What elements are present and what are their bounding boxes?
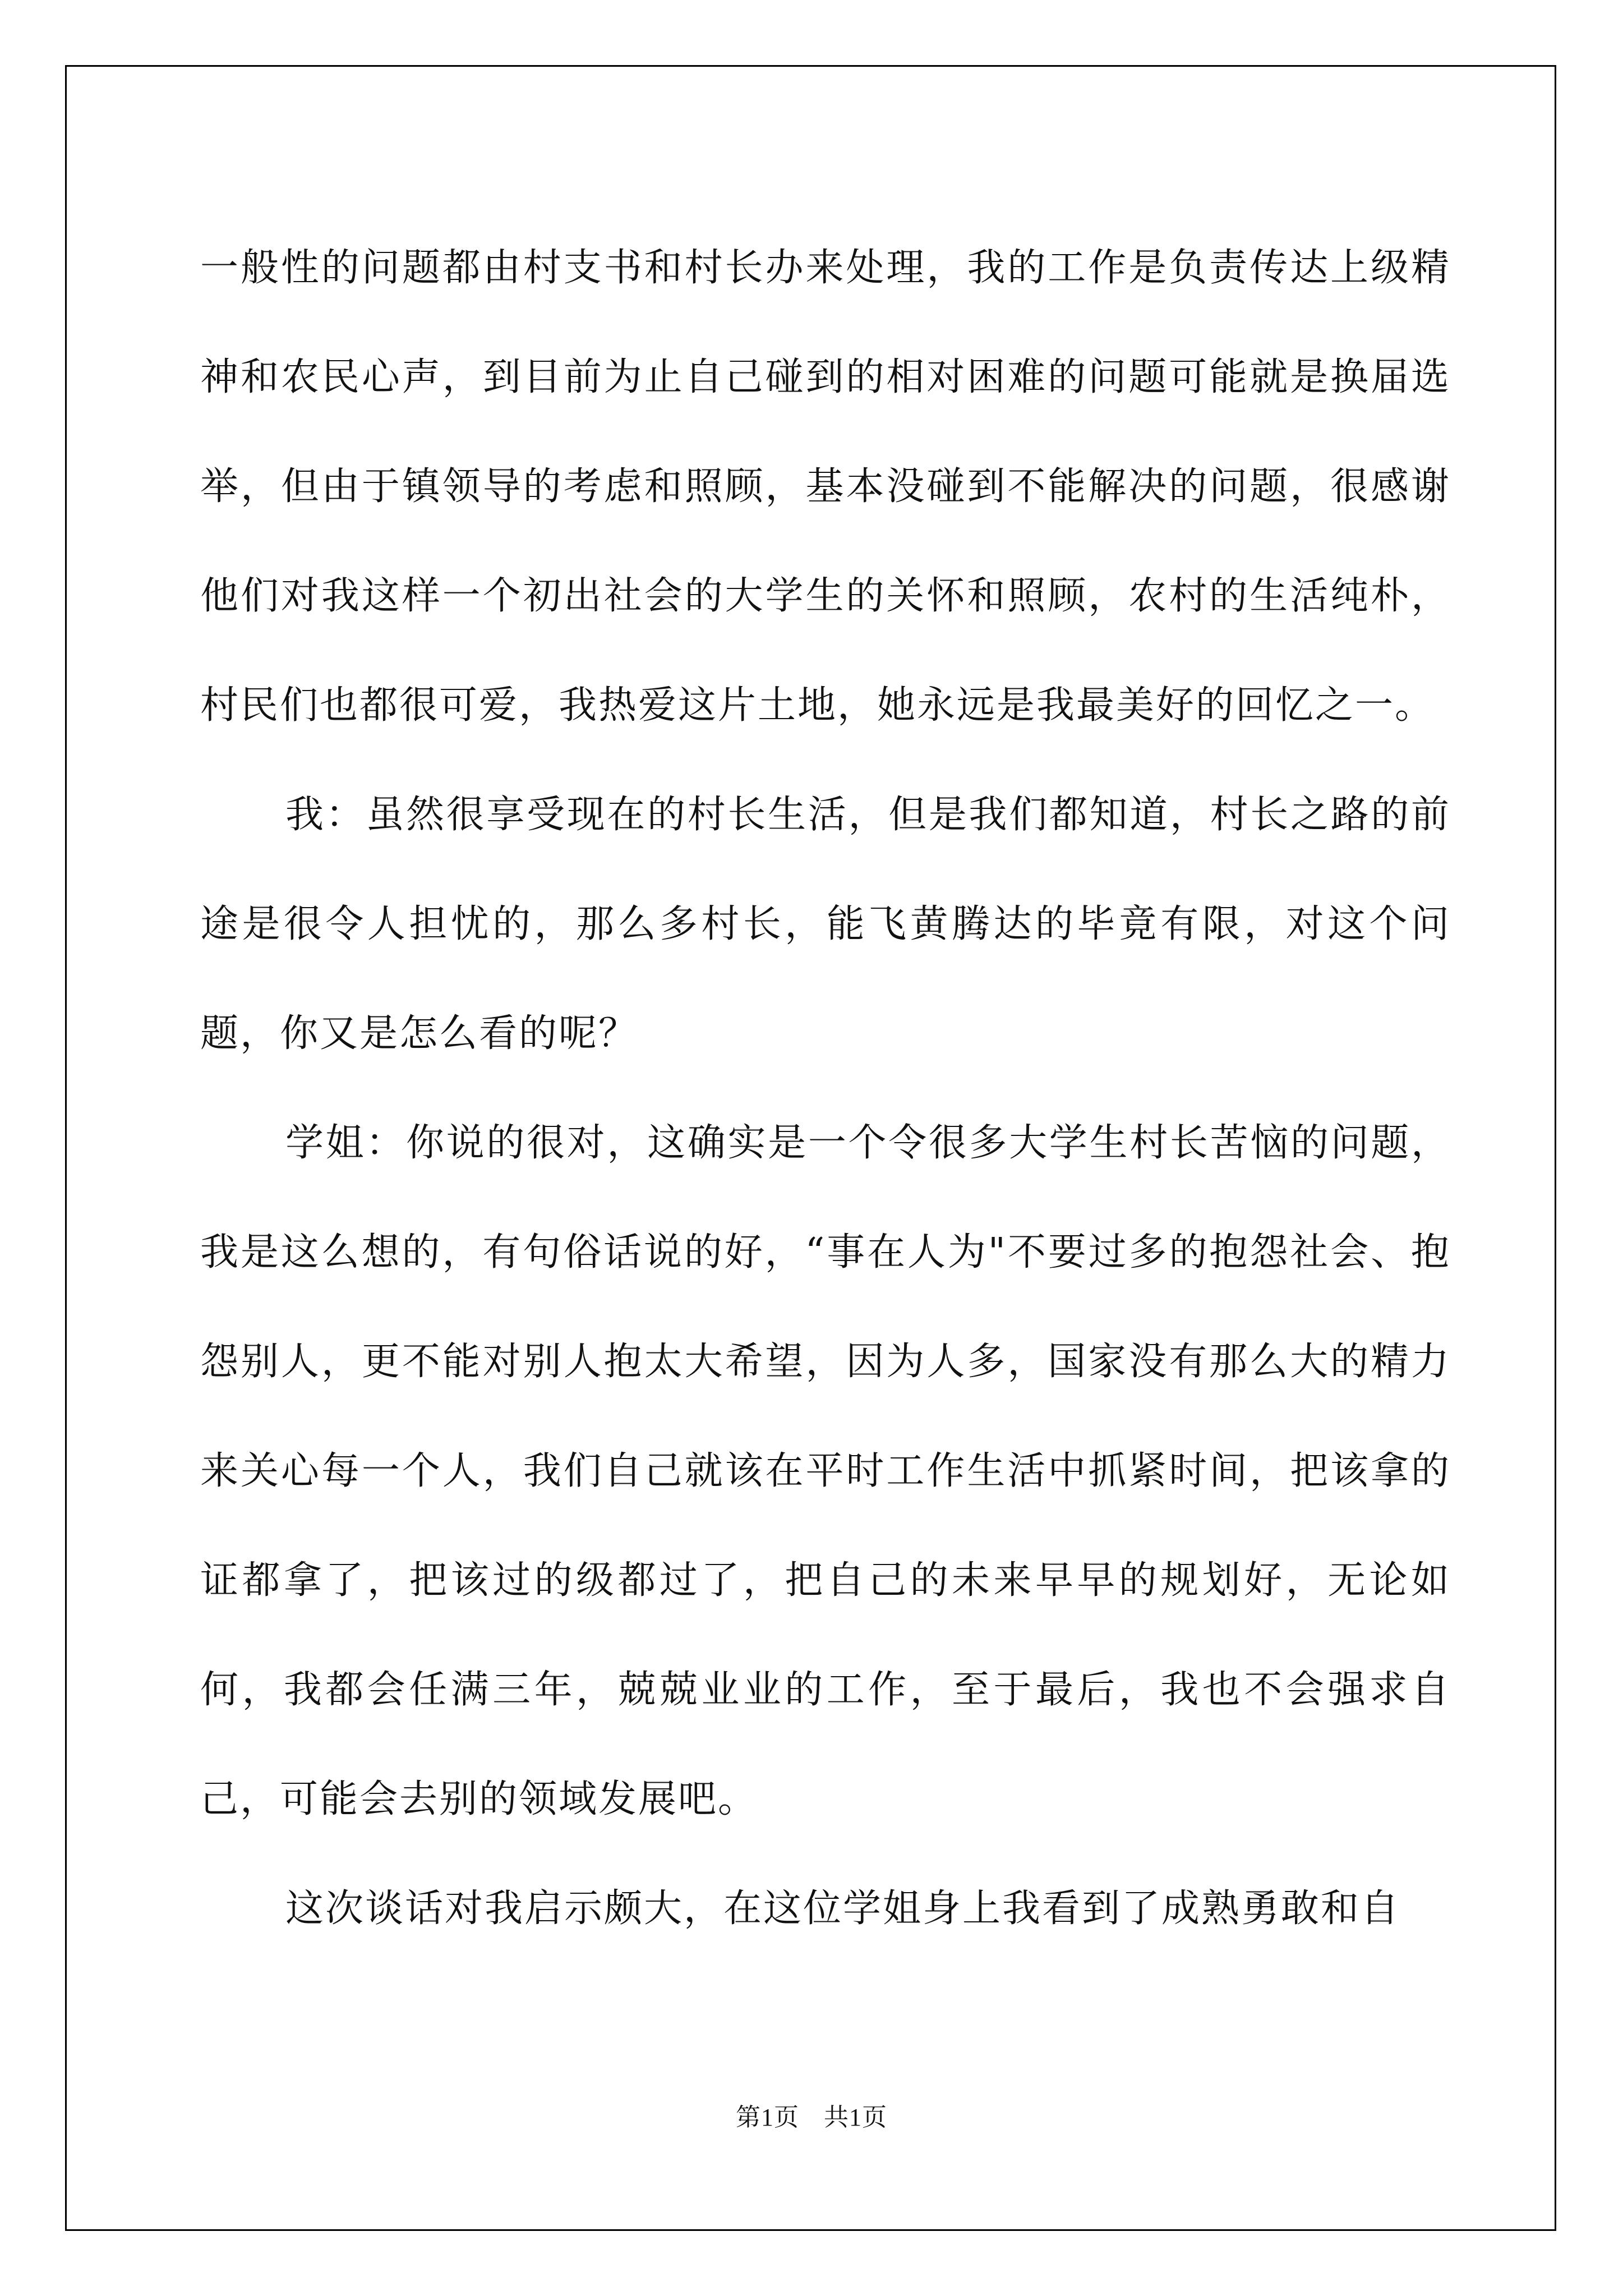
page-number-current: 第1页 xyxy=(736,2104,799,2131)
paragraph-3: 学姐：你说的很对，这确实是一个令很多大学生村长苦恼的问题，我是这么想的，有句俗话说的好，“事在人为"不要过多的抱怨社会、抱怨别人，更不能对别人抱太大希望，因为人多，国家没有那么大的精力来关心每一个人，我们自己就该在平时工作生活中抓紧时间，把该拿的证都拿了，把该过的级都过了，把自己的未来早早的规划好，无论如何，我都会任满三年，兢兢业业的工作，至于最后，我也不会强求自己，可能会去别的领域发展吧。 xyxy=(200,1121,1451,1821)
paragraph-4: 这次谈话对我启示颇大，在这位学姐身上我看到了成熟勇敢和自 xyxy=(285,1887,1401,1931)
document-body xyxy=(200,213,1451,1963)
paragraph-1: 一般性的问题都由村支书和村长办来处理，我的工作是负责传达上级精神和农民心声，到目前为止自己碰到的相对困难的问题可能就是换届选举，但由于镇领导的考虑和照顾，基本没碰到不能解决的问题，很感谢他们对我这样一个初出社会的大学生的关怀和照顾，农村的生活纯朴，村民们也都很可爱，我热爱这片土地，她永远是我最美好的回忆之一。 xyxy=(200,246,1451,728)
page-footer xyxy=(0,2097,1623,2133)
page-number-total: 共1页 xyxy=(824,2104,887,2131)
paragraph-2: 我：虽然很享受现在的村长生活，但是我们都知道，村长之路的前途是很令人担忧的，那么多村长，能飞黄腾达的毕竟有限，对这个问题，你又是怎么看的呢？ xyxy=(200,793,1451,1056)
